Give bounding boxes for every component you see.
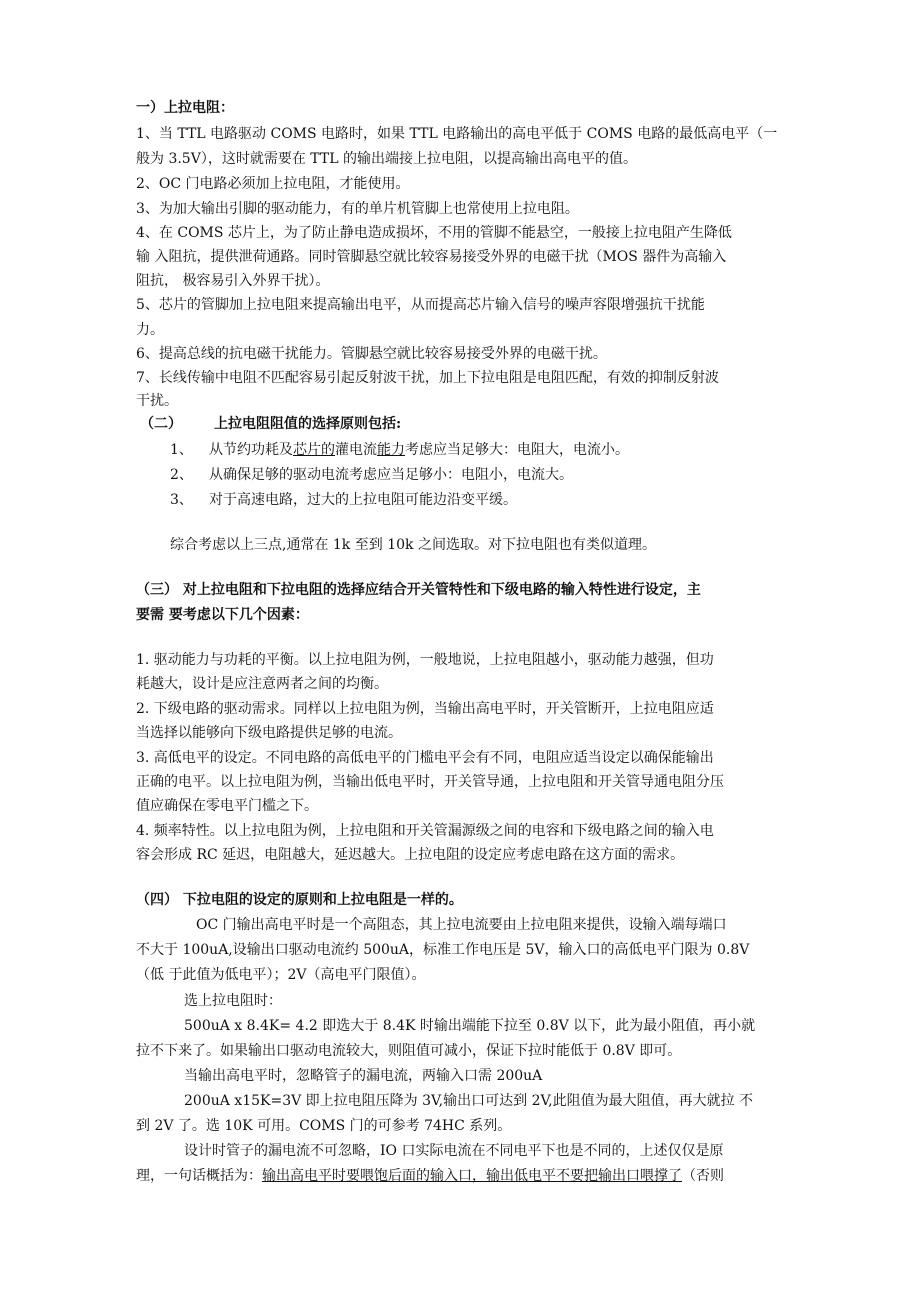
section4-line: 不大于 100uA,设输出口驱动电流约 500uA，标准工作电压是 5V，输入口的高低电平门限为 0.8V [136,942,750,958]
section2-title: 上拉电阻阻值的选择原则包括: [214,416,402,432]
section1-line: 阻抗， 极容易引入外界干扰）。 [136,273,330,289]
underlined-text: 输出高电平时要喂饱后面的输入口，输出低电平不要把输出口喂撑了 [262,1168,682,1184]
section1-line: 2、OC 门电路必须加上拉电阻，才能使用。 [136,176,410,192]
section1-line: 干扰。 [136,393,178,409]
section1-line: 5、芯片的管脚加上拉电阻来提高输出电平，从而提高芯片输入信号的噪声容限增强抗干扰能 [136,297,705,313]
section3-line: 1. 驱动能力与功耗的平衡。以上拉电阻为例，一般地说，上拉电阻越小，驱动能力越强，但功 [136,652,714,668]
section4-line: （低 于此值为低电平）；2V（高电平门限值）。 [136,967,426,983]
section3-line: 2. 下级电路的驱动需求。同样以上拉电阻为例，当输出高电平时，开关管断开，上拉电阻应适 [136,701,714,717]
section3-line: 正确的电平。以上拉电阻为例，当输出低电平时，开关管导通，上拉电阻和开关管导通电阻分压 [136,774,724,790]
section4-line: 到 2V 了。选 10K 可用。COMS 门的可参考 74HC 系列。 [136,1118,512,1134]
underlined-text: 能力 [377,442,405,458]
section1-line: 1、当 TTL 电路驱动 COMS 电路时，如果 TTL 电路输出的高电平低于 COMS 电路的最低高电平（一 [136,126,778,142]
section1-title: 一）上拉电阻： [136,100,234,116]
section1-line: 力。 [136,322,164,338]
section2-item: 对于高速电路，过大的上拉电阻可能边沿变平缓。 [209,492,517,508]
section1-line: 输 入阻抗，提供泄荷通路。同时管脚悬空就比较容易接受外界的电磁干扰（MOS 器件为高输入 [136,249,727,265]
section3-line: 4. 频率特性。以上拉电阻为例，上拉电阻和开关管漏源级之间的电容和下级电路之间的输入电 [136,823,714,839]
section2-number: （二） [140,416,182,432]
section1-line: 4、在 COMS 芯片上，为了防止静电造成损坏，不用的管脚不能悬空，一般接上拉电阻产生降低 [136,225,732,241]
section3-line: 耗越大，设计是应注意两者之间的均衡。 [136,676,388,692]
section4-line: 选上拉电阻时： [184,993,282,1009]
section4-last-line: 理，一句话概括为：输出高电平时要喂饱后面的输入口，输出低电平不要把输出口喂撑了（否则 [136,1168,724,1184]
section2-item: 从节约功耗及芯片的灌电流能力考虑应当足够大：电阻大，电流小。 [209,442,629,458]
section4-line: 拉不下来了。如果输出口驱动电流较大，则阻值可减小，保证下拉时能低于 0.8V 即可。 [136,1043,682,1059]
section1-line: 7、长线传输中电阻不匹配容易引起反射波干扰，加上下拉电阻是电阻匹配，有效的抑制反射波 [136,370,719,386]
section3-title: （三） 对上拉电阻和下拉电阻的选择应结合开关管特性和下级电路的输入特性进行设定，主 [136,582,701,598]
section1-line: 6、提高总线的抗电磁干扰能力。管脚悬空就比较容易接受外界的电磁干扰。 [136,346,607,362]
section2-summary: 综合考虑以上三点,通常在 1k 至到 10k 之间选取。对下拉电阻也有类似道理。 [170,537,656,553]
section3-title: 要需 要考虑以下几个因素： [136,607,309,623]
underlined-text: 芯片的 [293,442,335,458]
section4-line: 设计时管子的漏电流不可忽略，IO 口实际电流在不同电平下也是不同的，上述仅仅是原 [184,1143,724,1159]
section1-line: 3、为加大输出引脚的驱动能力，有的单片机管脚上也常使用上拉电阻。 [136,201,579,217]
section3-line: 3. 高低电平的设定。不同电路的高低电平的门槛电平会有不同，电阻应适当设定以确保能输出 [136,750,714,766]
section2-item: 从确保足够的驱动电流考虑应当足够小：电阻小，电流大。 [209,467,573,483]
section4-title: （四） 下拉电阻的设定的原则和上拉电阻是一样的。 [136,892,463,908]
section4-line: OC 门输出高电平时是一个高阻态，其上拉电流要由上拉电阻来提供，设输入端每端口 [196,917,727,933]
section4-line: 200uA x15K=3V 即上拉电阻压降为 3V,输出口可达到 2V,此阻值为最大阻值，再大就拉 不 [184,1093,754,1109]
section2-item-number: 2、 [170,467,193,483]
section4-line: 当输出高电平时，忽略管子的漏电流，两输入口需 200uA [184,1068,543,1084]
section3-line: 容会形成 RC 延迟，电阻越大，延迟越大。上拉电阻的设定应考虑电路在这方面的需求。 [136,847,685,863]
section2-item-number: 1、 [170,442,193,458]
section3-line: 值应确保在零电平门槛之下。 [136,798,318,814]
section1-line: 般为 3.5V），这时就需要在 TTL 的输出端接上拉电阻，以提高输出高电平的值。 [136,151,637,167]
section3-line: 当选择以能够向下级电路提供足够的电流。 [136,725,402,741]
section4-line: 500uA x 8.4K= 4.2 即选大于 8.4K 时输出端能下拉至 0.8V 以下，此为最小阻值，再小就 [184,1018,756,1034]
section2-item-number: 3、 [170,492,193,508]
